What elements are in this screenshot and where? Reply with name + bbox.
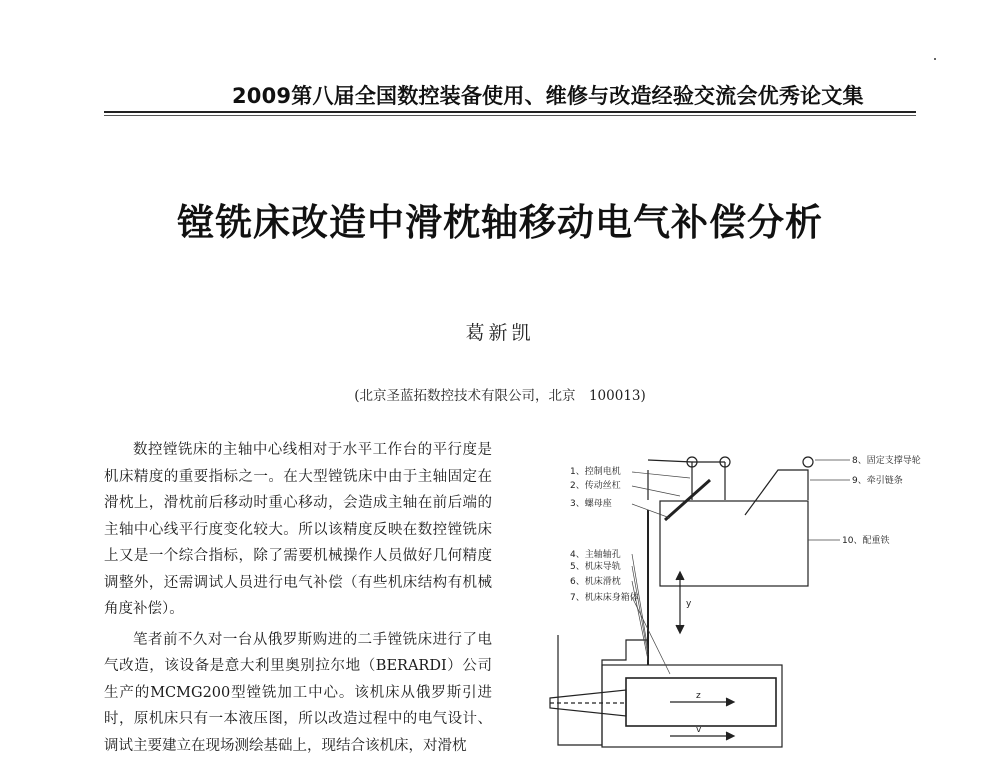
fig-label-10: 10、配重铁 <box>842 536 890 546</box>
paper-affiliation: (北京圣蓝拓数控技术有限公司，北京 100013) <box>354 388 646 404</box>
fig-label-6: 6、机床滑枕 <box>570 577 621 587</box>
body-paragraph-1: 数控镗铣床的主轴中心线相对于水平工作台的平行度是机床精度的重要指标之一。在大型镗铣床中由于主轴固定在滑枕上，滑枕前后移动时重心移动，会造成主轴在前后端的主轴中心线平行度变化较大。所以该精度反映在数控镗铣床上又是一个综合指标，除了需要机械操作人员做好几何精度调整外，还需调试人员进行电气补偿（有些机床结构有机械角度补偿）。 <box>104 442 492 617</box>
fig-label-1: 1、控制电机 <box>570 467 621 477</box>
body-text <box>104 437 492 763</box>
fig-label-8: 8、固定支撑导轮 <box>852 456 921 466</box>
machine-structure-figure <box>530 440 970 759</box>
body-paragraph-2: 笔者前不久对一台从俄罗斯购进的二手镗铣床进行了电气改造，该设备是意大利里奥别拉尔地（BERARDI）公司生产的MCMG200型镗铣加工中心。该机床从俄罗斯引进时，原机床只有一本液压图，所以改造过程中的电气设计、调试主要建立在现场测绘基础上，现结合该机床，对滑枕 <box>104 631 492 754</box>
column-outline <box>558 630 648 745</box>
fig-axis-v: v <box>696 725 702 735</box>
counterweight-block <box>660 501 808 586</box>
paper-title: 镗铣床改造中滑枕轴移动电气补偿分析 <box>177 201 823 244</box>
pulley-right <box>803 457 813 467</box>
header-rule-thick <box>104 111 916 113</box>
fig-label-9: 9、牵引链条 <box>852 476 903 486</box>
proceedings-header: 2009第八届全国数控装备使用、维修与改造经验交流会优秀论文集 <box>232 84 864 108</box>
fig-label-3: 3、螺母座 <box>570 499 612 509</box>
fig-label-7: 7、机床床身箱体 <box>570 593 639 603</box>
fig-label-5: 5、机床导轨 <box>570 562 621 572</box>
scan-speck <box>934 58 936 60</box>
header-rule-thin <box>104 115 916 116</box>
chain-right <box>745 470 808 515</box>
fig-axis-y: y <box>686 599 692 609</box>
leadscrew <box>665 480 710 520</box>
paper-author: 葛新凯 <box>465 322 535 344</box>
fig-label-4: 4、主轴轴孔 <box>570 550 621 560</box>
fig-axis-z: z <box>696 691 701 701</box>
fig-label-2: 2、传动丝杠 <box>570 481 621 491</box>
